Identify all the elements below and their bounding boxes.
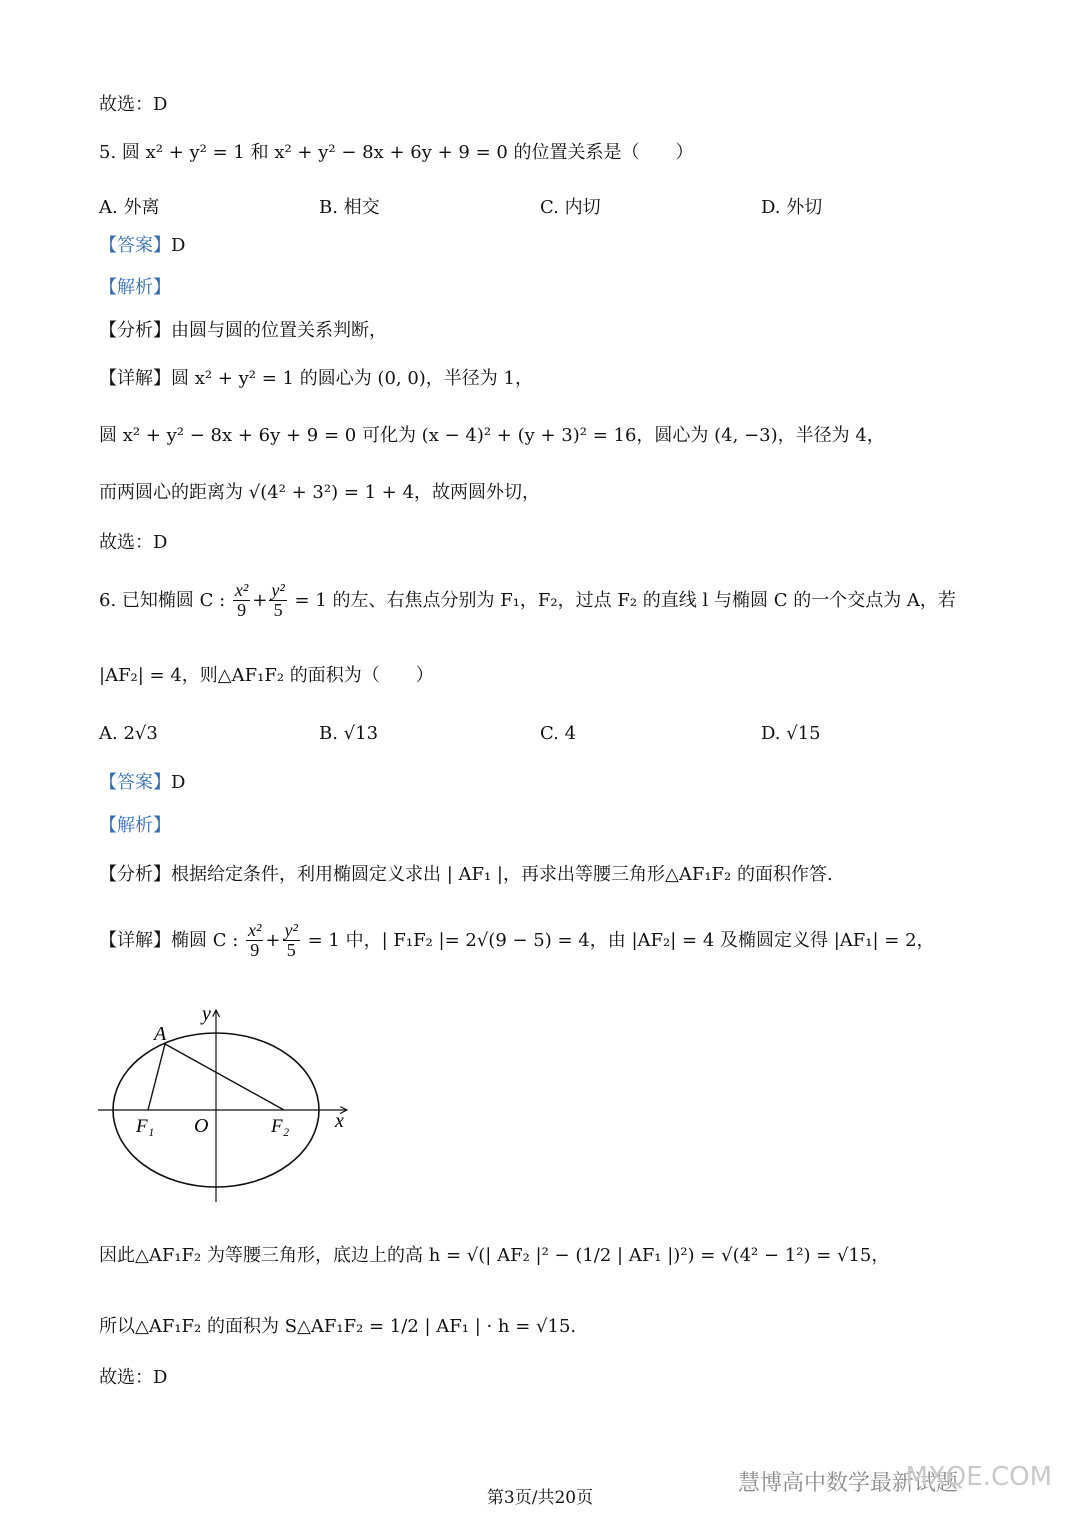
segment-af1 <box>148 1044 165 1110</box>
q6-suffix: = 1 的左、右焦点分别为 F₁，F₂，过点 F₂ 的直线 l 与椭圆 C 的一个交点为 A，若 <box>294 589 956 611</box>
segment-af2 <box>165 1044 284 1110</box>
fraction-y2-over-5: $\frac{\text{y²}}{5}$ <box>284 920 298 960</box>
label-o: O <box>194 1115 209 1137</box>
fenxi-tag: 【分析】 <box>99 864 171 885</box>
answer-6 <box>99 772 185 794</box>
watermark-brand: 慧博高中数学最新试题 <box>738 1471 959 1496</box>
fenxi-text: 由圆与圆的位置关系判断， <box>171 320 387 341</box>
analysis-5 <box>99 320 387 342</box>
q6-option-c: C. 4 <box>540 723 577 744</box>
q6-option-d: D. √15 <box>761 723 821 744</box>
answer-tag: 【答案】 <box>99 235 171 256</box>
answer-line-5: 故选：D <box>99 532 168 553</box>
answer-tag: 【答案】 <box>99 772 171 793</box>
fenxi-tag: 【分析】 <box>99 320 171 341</box>
label-y: y <box>202 1003 211 1025</box>
question-6-line-1: 6. 已知椭圆 C : $\frac{\text{x²}}{9}$ + $\frac{\text{y²}}{5}$ = 1 的左、右焦点分别为 F₁，F₂，过点 F₂ 的直线 l 与椭圆 C 的一个交点为 A，若 <box>99 580 956 620</box>
analysis-tag-6: 【解析】 <box>99 815 171 836</box>
q5-option-b: B. 相交 <box>319 197 380 218</box>
question-6-line-2: |AF₂| = 4，则△AF₁F₂ 的面积为（ ） <box>99 665 434 686</box>
label-x: x <box>335 1110 344 1132</box>
xiangjie-tag: 【详解】 <box>99 929 171 951</box>
q5-option-d: D. 外切 <box>761 197 823 218</box>
detail-5 <box>99 368 533 390</box>
detail-6: 【详解】椭圆 C : $\frac{\text{x²}}{9}$ + $\frac{\text{y²}}{5}$ = 1 中，| F₁F₂ |= 2√(9 − 5) = 4，由 |AF₂| = 4 及椭圆定义得 |AF₁| = 2， <box>99 920 935 960</box>
solution-6-height: 因此△AF₁F₂ 为等腰三角形，底边上的高 h = √(| AF₂ |² − (1/2 | AF₁ |)²) = √(4² − 1²) = √15， <box>99 1245 890 1266</box>
ellipse-figure <box>92 1000 362 1210</box>
answer-value: D <box>171 235 186 256</box>
q6-option-a: A. 2√3 <box>99 723 158 744</box>
answer-5 <box>99 235 185 257</box>
label-f1: F₁ <box>136 1116 155 1137</box>
solution-line-3: 而两圆心的距离为 √(4² + 3²) = 1 + 4，故两圆外切， <box>99 482 541 503</box>
solution-line-2: 圆 x² + y² − 8x + 6y + 9 = 0 可化为 (x − 4)² + (y + 3)² = 16，圆心为 (4, −3)，半径为 4， <box>99 425 885 446</box>
answer-line: 故选：D <box>99 94 168 115</box>
q6-prefix: 6. 已知椭圆 C : <box>99 589 226 611</box>
fenxi-text: 根据给定条件，利用椭圆定义求出 | AF₁ |，再求出等腰三角形△AF₁F₂ 的面积作答. <box>171 864 833 885</box>
xiangjie-text: 圆 x² + y² = 1 的圆心为 (0, 0)，半径为 1， <box>171 368 533 389</box>
solution-6-area: 所以△AF₁F₂ 的面积为 S△AF₁F₂ = 1/2 | AF₁ | · h = √15. <box>99 1316 577 1337</box>
answer-value: D <box>171 772 186 793</box>
analysis-tag-5: 【解析】 <box>99 277 171 298</box>
fraction-x2-over-9: $\frac{\text{x²}}{9}$ <box>234 580 249 620</box>
xiangjie-tag: 【详解】 <box>99 368 171 389</box>
xiangjie-prefix: 椭圆 C : <box>171 929 239 951</box>
xiangjie-suffix: = 1 中，| F₁F₂ |= 2√(9 − 5) = 4，由 |AF₂| = 4 及椭圆定义得 |AF₁| = 2， <box>307 929 935 951</box>
label-f2: F₂ <box>271 1116 290 1137</box>
q5-option-a: A. 外离 <box>99 197 160 218</box>
page-footer: 第3页/共20页 <box>486 1488 594 1508</box>
question-5: 5. 圆 x² + y² = 1 和 x² + y² − 8x + 6y + 9 = 0 的位置关系是（ ） <box>99 142 694 163</box>
answer-line-6: 故选：D <box>99 1367 168 1388</box>
q6-option-b: B. √13 <box>319 723 379 744</box>
label-a: A <box>154 1023 167 1045</box>
fraction-x2-over-9: $\frac{\text{x²}}{9}$ <box>248 920 262 960</box>
watermark-site: MXQE.COM <box>905 1462 1052 1492</box>
fraction-y2-over-5: $\frac{\text{y²}}{5}$ <box>271 580 285 620</box>
analysis-6 <box>99 864 833 886</box>
q5-option-c: C. 内切 <box>540 197 601 218</box>
